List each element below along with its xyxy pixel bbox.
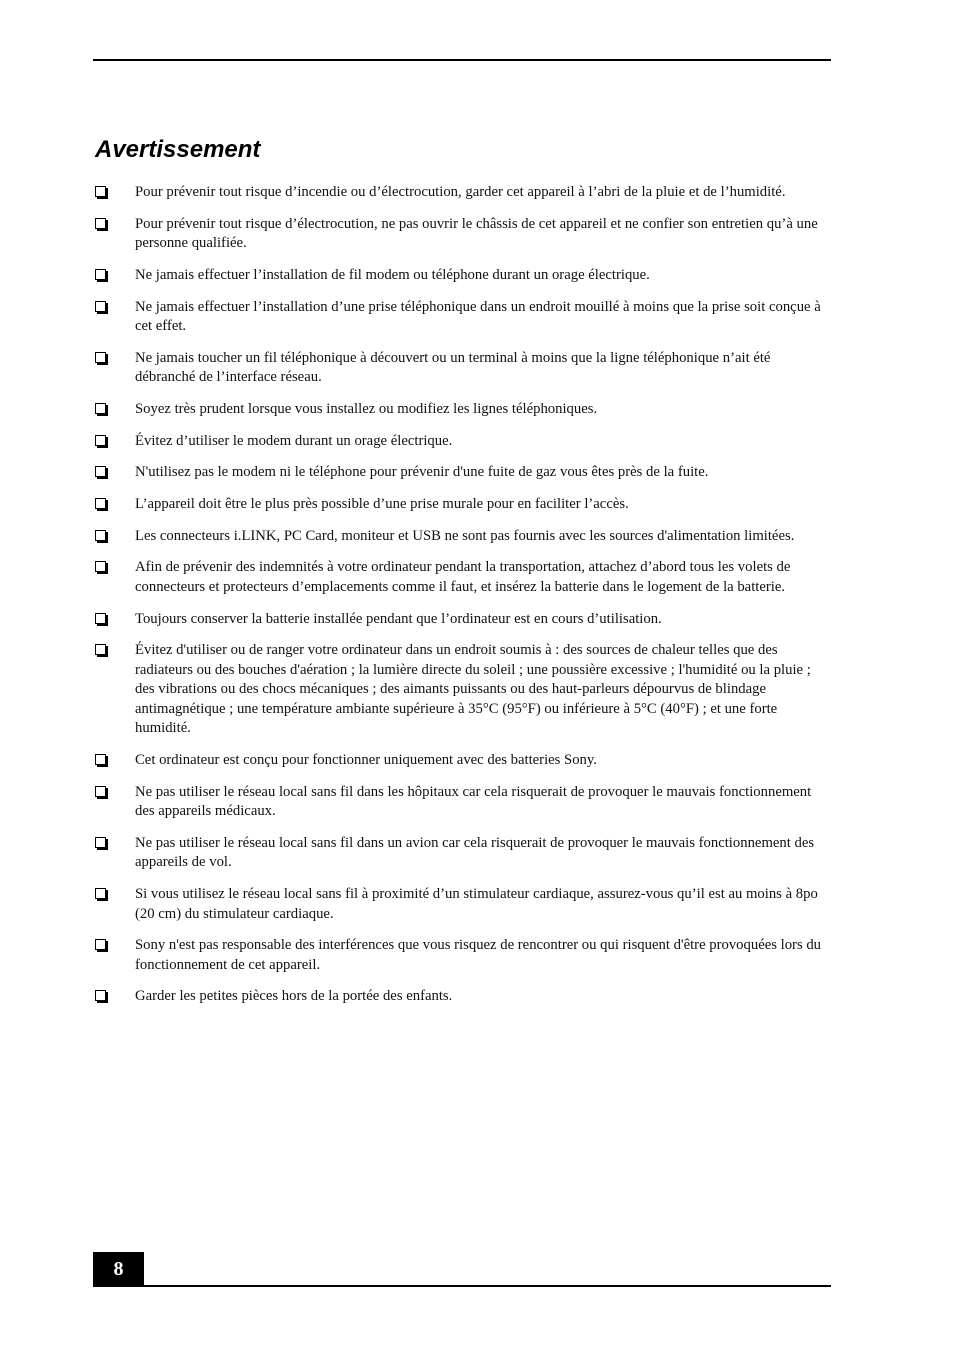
list-item-text: Ne pas utiliser le réseau local sans fil dans un avion car cela risquerait de provoquer le mauvais fonctionnement des appareils de vol. bbox=[135, 834, 815, 871]
checkbox-bullet-icon bbox=[95, 218, 109, 232]
page-number: 8 bbox=[93, 1252, 144, 1287]
checkbox-bullet-icon bbox=[95, 754, 109, 768]
list-item-text: Pour prévenir tout risque d’électrocution, ne pas ouvrir le châssis de cet appareil et ne confier son entretien qu’à une personne qualifiée. bbox=[135, 215, 818, 252]
list-item-text: Toujours conserver la batterie installée pendant que l’ordinateur est en cours d’utilisation. bbox=[135, 610, 662, 627]
list-item bbox=[95, 266, 830, 286]
list-item-text: Sony n'est pas responsable des interférences que vous risquez de rencontrer ou qui risquent d'être provoquées lors du fonctionnement de cet appareil. bbox=[135, 937, 822, 973]
checkbox-bullet-icon bbox=[95, 498, 109, 512]
list-item bbox=[95, 463, 830, 483]
list-item bbox=[95, 610, 830, 630]
list-item-text: Afin de prévenir des indemnités à votre ordinateur pendant la transportation, attachez d’abord tous les volets de connecteurs et protecteurs d’emplacements comme il faut, et insérez la batterie dans le logement de la batterie. bbox=[135, 559, 791, 595]
checkbox-bullet-icon bbox=[95, 269, 109, 283]
checkbox-bullet-icon bbox=[95, 561, 109, 575]
footer-rule bbox=[93, 1285, 831, 1287]
warning-list bbox=[95, 183, 830, 1019]
list-item-text: Soyez très prudent lorsque vous installez ou modifiez les lignes téléphoniques. bbox=[135, 400, 598, 417]
checkbox-bullet-icon bbox=[95, 530, 109, 544]
checkbox-bullet-icon bbox=[95, 613, 109, 627]
list-item bbox=[95, 751, 830, 771]
list-item bbox=[95, 834, 830, 873]
checkbox-bullet-icon bbox=[95, 888, 109, 902]
list-item bbox=[95, 558, 830, 597]
checkbox-bullet-icon bbox=[95, 837, 109, 851]
list-item bbox=[95, 400, 830, 420]
list-item-text: N'utilisez pas le modem ni le téléphone pour prévenir d'une fuite de gaz vous êtes près de la fuite. bbox=[135, 464, 709, 481]
list-item bbox=[95, 936, 830, 975]
list-item bbox=[95, 641, 830, 739]
list-item bbox=[95, 215, 830, 254]
checkbox-bullet-icon bbox=[95, 939, 109, 953]
list-item-text: Évitez d’utiliser le modem durant un orage électrique. bbox=[135, 432, 453, 449]
list-item-text: Garder les petites pièces hors de la portée des enfants. bbox=[135, 988, 453, 1005]
list-item bbox=[95, 885, 830, 924]
list-item bbox=[95, 349, 830, 388]
list-item-text: Ne jamais effectuer l’installation de fil modem ou téléphone durant un orage électrique. bbox=[135, 266, 650, 283]
list-item-text: Pour prévenir tout risque d’incendie ou d’électrocution, garder cet appareil à l’abri de la pluie et de l’humidité. bbox=[135, 184, 786, 200]
section-title: Avertissement bbox=[95, 136, 261, 163]
checkbox-bullet-icon bbox=[95, 466, 109, 480]
checkbox-bullet-icon bbox=[95, 186, 109, 200]
list-item-text: Cet ordinateur est conçu pour fonctionner uniquement avec des batteries Sony. bbox=[135, 751, 597, 768]
checkbox-bullet-icon bbox=[95, 435, 109, 449]
checkbox-bullet-icon bbox=[95, 786, 109, 800]
list-item-text: Ne jamais effectuer l’installation d’une prise téléphonique dans un endroit mouillé à moins que la prise soit conçue à cet effet. bbox=[135, 298, 821, 335]
list-item-text: Ne jamais toucher un fil téléphonique à découvert ou un terminal à moins que la ligne téléphonique n’ait été débranché de l’interface réseau. bbox=[135, 349, 771, 386]
list-item bbox=[95, 987, 830, 1007]
header-rule bbox=[93, 59, 831, 61]
checkbox-bullet-icon bbox=[95, 403, 109, 417]
list-item bbox=[95, 432, 830, 452]
list-item-text: Si vous utilisez le réseau local sans fil à proximité d’un stimulateur cardiaque, assurez-vous qu’il est au moins à 8po (20 cm) du stimulateur cardiaque. bbox=[135, 886, 818, 922]
list-item bbox=[95, 495, 830, 515]
checkbox-bullet-icon bbox=[95, 301, 109, 315]
list-item bbox=[95, 298, 830, 337]
checkbox-bullet-icon bbox=[95, 644, 109, 658]
checkbox-bullet-icon bbox=[95, 990, 109, 1004]
list-item-text: Les connecteurs i.LINK, PC Card, moniteur et USB ne sont pas fournis avec les sources d'alimentation limitées. bbox=[135, 527, 795, 544]
list-item bbox=[95, 183, 830, 203]
list-item bbox=[95, 527, 830, 547]
list-item bbox=[95, 783, 830, 822]
list-item-text: Évitez d'utiliser ou de ranger votre ordinateur dans un endroit soumis à : des sources de chaleur telles que des radiateurs ou des bouches d'aération ; la lumière directe du soleil ; une poussière excessive ; l'humidité ou la pluie ; des vibrations ou des chocs mécaniques ; des aimants puissants ou des haut-parleurs dépourvus de blindage antimagnétique ; une température ambiante supérieure à 35°C (95°F) ou inférieure à 5°C (40°F) ; et une forte humidité. bbox=[135, 642, 811, 737]
checkbox-bullet-icon bbox=[95, 352, 109, 366]
list-item-text: L’appareil doit être le plus près possible d’une prise murale pour en faciliter l’accès. bbox=[135, 496, 629, 512]
list-item-text: Ne pas utiliser le réseau local sans fil dans les hôpitaux car cela risquerait de provoquer le mauvais fonctionnement des appareils médicaux. bbox=[135, 783, 812, 820]
